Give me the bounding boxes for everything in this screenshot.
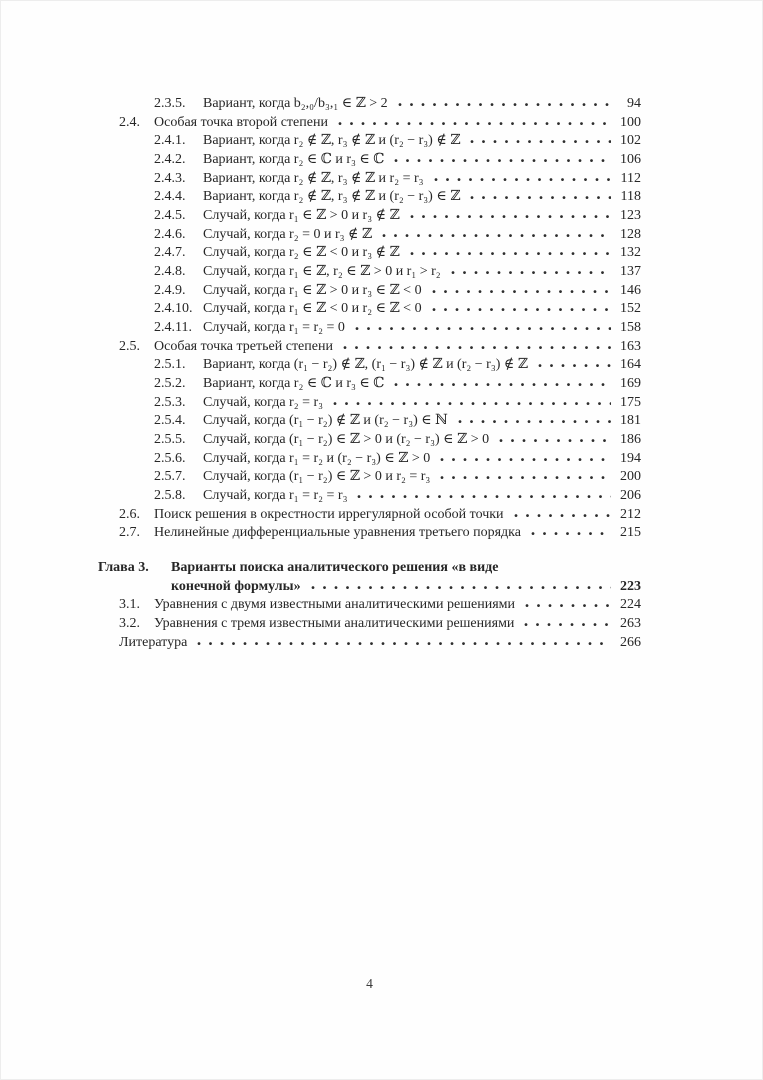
toc-entry-label: Нелинейные дифференциальные уравнения третьего порядка — [154, 525, 521, 541]
toc-entry-page: 158 — [620, 320, 641, 336]
dot-leader — [395, 102, 611, 107]
toc-entry-page: 112 — [620, 170, 641, 186]
dot-leader — [352, 326, 611, 331]
toc-entry-number: 2.5.2. — [154, 376, 186, 392]
toc-entry — [98, 596, 641, 615]
toc-entry — [98, 338, 641, 357]
toc-entry — [98, 188, 641, 207]
dot-leader — [455, 419, 611, 424]
toc-entry-page: 132 — [620, 245, 641, 261]
toc-entry — [98, 319, 641, 338]
toc-entry-label: Вариант, когда r₂ ∉ ℤ, r₃ ∉ ℤ и (r₂ − r₃) ∉ ℤ — [203, 133, 461, 149]
toc-entry-label: Случай, когда r₂ ∈ ℤ < 0 и r₃ ∉ ℤ — [203, 245, 400, 261]
toc-entry — [98, 151, 641, 170]
dot-leader — [194, 641, 611, 646]
toc-entry-page: 106 — [620, 152, 641, 168]
toc-entry — [98, 282, 641, 301]
toc-entry-number: 2.5.7. — [154, 469, 186, 485]
toc-entry — [98, 634, 641, 653]
toc-entry-number: 2.4.7. — [154, 245, 186, 261]
dot-leader — [437, 475, 611, 480]
toc-entry — [98, 524, 641, 543]
toc-entry-label: Случай, когда r₁ ∈ ℤ, r₂ ∈ ℤ > 0 и r₁ > r₂ — [203, 264, 441, 280]
toc-entry — [98, 244, 641, 263]
toc-entry — [98, 114, 641, 133]
toc-entry-number: 2.4.2. — [154, 152, 186, 168]
toc-entry-label: Случай, когда r₁ ∈ ℤ > 0 и r₃ ∉ ℤ — [203, 208, 400, 224]
toc-entry-number: 2.5.4. — [154, 413, 186, 429]
toc-entry-page: 137 — [620, 264, 641, 280]
toc-entry-label: конечной формулы» — [171, 578, 301, 594]
toc-entry-page: 263 — [620, 616, 641, 632]
toc-entry — [98, 170, 641, 189]
toc-entry — [98, 226, 641, 245]
toc-entry-number: 2.4.3. — [154, 170, 186, 186]
page-footer — [98, 976, 641, 992]
toc-entry-label: Случай, когда r₁ = r₂ = 0 — [203, 320, 345, 336]
toc-entry — [98, 300, 641, 319]
toc-entry — [98, 506, 641, 525]
toc-entry — [98, 487, 641, 506]
dot-leader — [429, 289, 611, 294]
toc-entry-label: Поиск решения в окрестности иррегулярной особой точки — [154, 506, 504, 522]
toc-entry-label: Случай, когда r₁ = r₂ и (r₂ − r₃) ∈ ℤ > 0 — [203, 450, 431, 466]
toc-entry-label: Уравнения с двумя известными аналитическими решениями — [154, 597, 515, 613]
toc-entry-number: 2.6. — [119, 506, 140, 522]
dot-leader — [467, 139, 611, 144]
toc-entry-label: Случай, когда r₁ ∈ ℤ < 0 и r₂ ∈ ℤ < 0 — [203, 301, 422, 317]
toc-entry-number: 2.4.1. — [154, 133, 186, 149]
dot-leader — [448, 270, 611, 275]
toc-entry-number: 3.2. — [119, 616, 140, 632]
toc-entry — [98, 263, 641, 282]
toc-entry-page: 215 — [620, 525, 641, 541]
toc-entry-number: 2.4.4. — [154, 189, 186, 205]
toc-entry-number: 2.7. — [119, 525, 140, 541]
toc-entry-page: 212 — [620, 506, 641, 522]
toc-entry-page: 123 — [620, 208, 641, 224]
toc-entry — [98, 356, 641, 375]
dot-leader — [340, 345, 611, 350]
toc-entry-number: 3.1. — [119, 597, 140, 613]
toc-entry-label: Случай, когда r₂ = r₃ — [203, 394, 324, 410]
toc-entry-page: 163 — [620, 338, 641, 354]
toc-entry-label: Случай, когда (r₁ − r₂) ∈ ℤ > 0 и r₂ = r₃ — [203, 469, 431, 485]
toc-entry-page: 175 — [620, 394, 641, 410]
toc-entry-page: 152 — [620, 301, 641, 317]
dot-leader — [528, 531, 611, 536]
toc-entry-number: 2.4.11. — [154, 320, 192, 336]
toc-entry-number: 2.4.10. — [154, 301, 193, 317]
toc-entry — [98, 431, 641, 450]
toc-entry-label: Уравнения с тремя известными аналитическими решениями — [154, 616, 515, 632]
dot-leader — [496, 438, 611, 443]
page-number: 4 — [366, 976, 373, 991]
toc-entry — [98, 95, 641, 114]
toc-entry-label: Варианты поиска аналитического решения «в виде — [171, 560, 499, 576]
toc-entry-page: 194 — [620, 450, 641, 466]
toc-entry-page: 169 — [620, 376, 641, 392]
toc-entry-number: Глава 3. — [98, 560, 149, 576]
toc-entry-label: Случай, когда (r₁ − r₂) ∉ ℤ и (r₂ − r₃) ∈ ℕ — [203, 413, 448, 429]
toc-entry-label: Литература — [119, 634, 188, 650]
toc-entry-label: Случай, когда r₂ = 0 и r₃ ∉ ℤ — [203, 226, 373, 242]
dot-leader — [522, 603, 611, 608]
toc-entry-page: 186 — [620, 432, 641, 448]
toc-entry-page: 118 — [620, 189, 641, 205]
dot-leader — [535, 363, 611, 368]
dot-leader — [335, 121, 611, 126]
toc-entry-label: Вариант, когда r₂ ∉ ℤ, r₃ ∉ ℤ и r₂ = r₃ — [203, 170, 424, 186]
toc-entry-number: 2.5.6. — [154, 450, 186, 466]
toc-entry-number: 2.4.9. — [154, 282, 186, 298]
toc-entry-number: 2.4. — [119, 114, 140, 130]
toc-entry-number: 2.4.6. — [154, 226, 186, 242]
toc-entry-page: 224 — [620, 597, 641, 613]
toc-entry-page: 206 — [620, 488, 641, 504]
toc-entry-label: Особая точка второй степени — [154, 114, 328, 130]
toc-entry-number: 2.4.8. — [154, 264, 186, 280]
toc-entry-label: Вариант, когда r₂ ∉ ℤ, r₃ ∉ ℤ и (r₂ − r₃) ∈ ℤ — [203, 189, 461, 205]
toc-entry — [98, 615, 641, 634]
dot-leader — [391, 158, 611, 163]
toc-chapter-entry — [98, 559, 641, 578]
dot-leader — [391, 382, 611, 387]
dot-leader — [308, 585, 611, 590]
toc-entry-page: 164 — [620, 357, 641, 373]
toc-entry — [98, 468, 641, 487]
toc-entry-page: 223 — [620, 578, 641, 594]
toc-entry-page: 200 — [620, 469, 641, 485]
toc-entry-page: 146 — [620, 282, 641, 298]
toc-entry-page: 100 — [620, 114, 641, 130]
toc-entry-number: 2.5.1. — [154, 357, 186, 373]
toc-entry — [98, 394, 641, 413]
toc-entry-page: 94 — [627, 96, 641, 111]
dot-leader — [467, 195, 611, 200]
toc-entry-number: 2.5.5. — [154, 432, 186, 448]
toc-entry-label: Особая точка третьей степени — [154, 338, 333, 354]
toc-entry-page: 266 — [620, 634, 641, 650]
dot-leader — [407, 251, 611, 256]
toc-entry-number: 2.5.3. — [154, 394, 186, 410]
toc-entry — [98, 207, 641, 226]
toc-entry-page: 102 — [620, 133, 641, 149]
toc-entry-label: Случай, когда r₁ = r₂ = r₃ — [203, 488, 348, 504]
toc-entry — [98, 375, 641, 394]
toc-entry-number: 2.5. — [119, 338, 140, 354]
toc-entry-label: Случай, когда r₁ ∈ ℤ > 0 и r₃ ∈ ℤ < 0 — [203, 282, 422, 298]
dot-leader — [354, 494, 611, 499]
dot-leader — [437, 457, 611, 462]
dot-leader — [511, 513, 611, 518]
toc-entry-label: Вариант, когда r₂ ∈ ℂ и r₃ ∈ ℂ — [203, 152, 385, 168]
toc-entry-label: Вариант, когда (r₁ − r₂) ∉ ℤ, (r₁ − r₃) ∉ ℤ и (r₂ − r₃) ∉ ℤ — [203, 357, 528, 373]
toc-entry-number: 2.4.5. — [154, 208, 186, 224]
table-of-contents — [98, 95, 641, 652]
dot-leader — [431, 177, 611, 182]
dot-leader — [407, 214, 611, 219]
toc-entry — [98, 450, 641, 469]
dot-leader — [429, 307, 611, 312]
toc-entry — [98, 412, 641, 431]
toc-entry-label: Вариант, когда r₂ ∈ ℂ и r₃ ∈ ℂ — [203, 376, 385, 392]
toc-entry-page: 128 — [620, 226, 641, 242]
toc-entry-number: 2.5.8. — [154, 488, 186, 504]
toc-chapter-entry-continuation — [98, 578, 641, 597]
dot-leader — [379, 233, 611, 238]
toc-entry-number: 2.3.5. — [154, 96, 186, 111]
dot-leader — [330, 401, 611, 406]
toc-entry-page: 181 — [620, 413, 641, 429]
toc-entry-label: Случай, когда (r₁ − r₂) ∈ ℤ > 0 и (r₂ − r₃) ∈ ℤ > 0 — [203, 432, 490, 448]
toc-entry-label: Вариант, когда b₂,₀/b₃,₁ ∈ ℤ > 2 — [203, 96, 388, 111]
toc-entry — [98, 132, 641, 151]
dot-leader — [521, 622, 611, 627]
